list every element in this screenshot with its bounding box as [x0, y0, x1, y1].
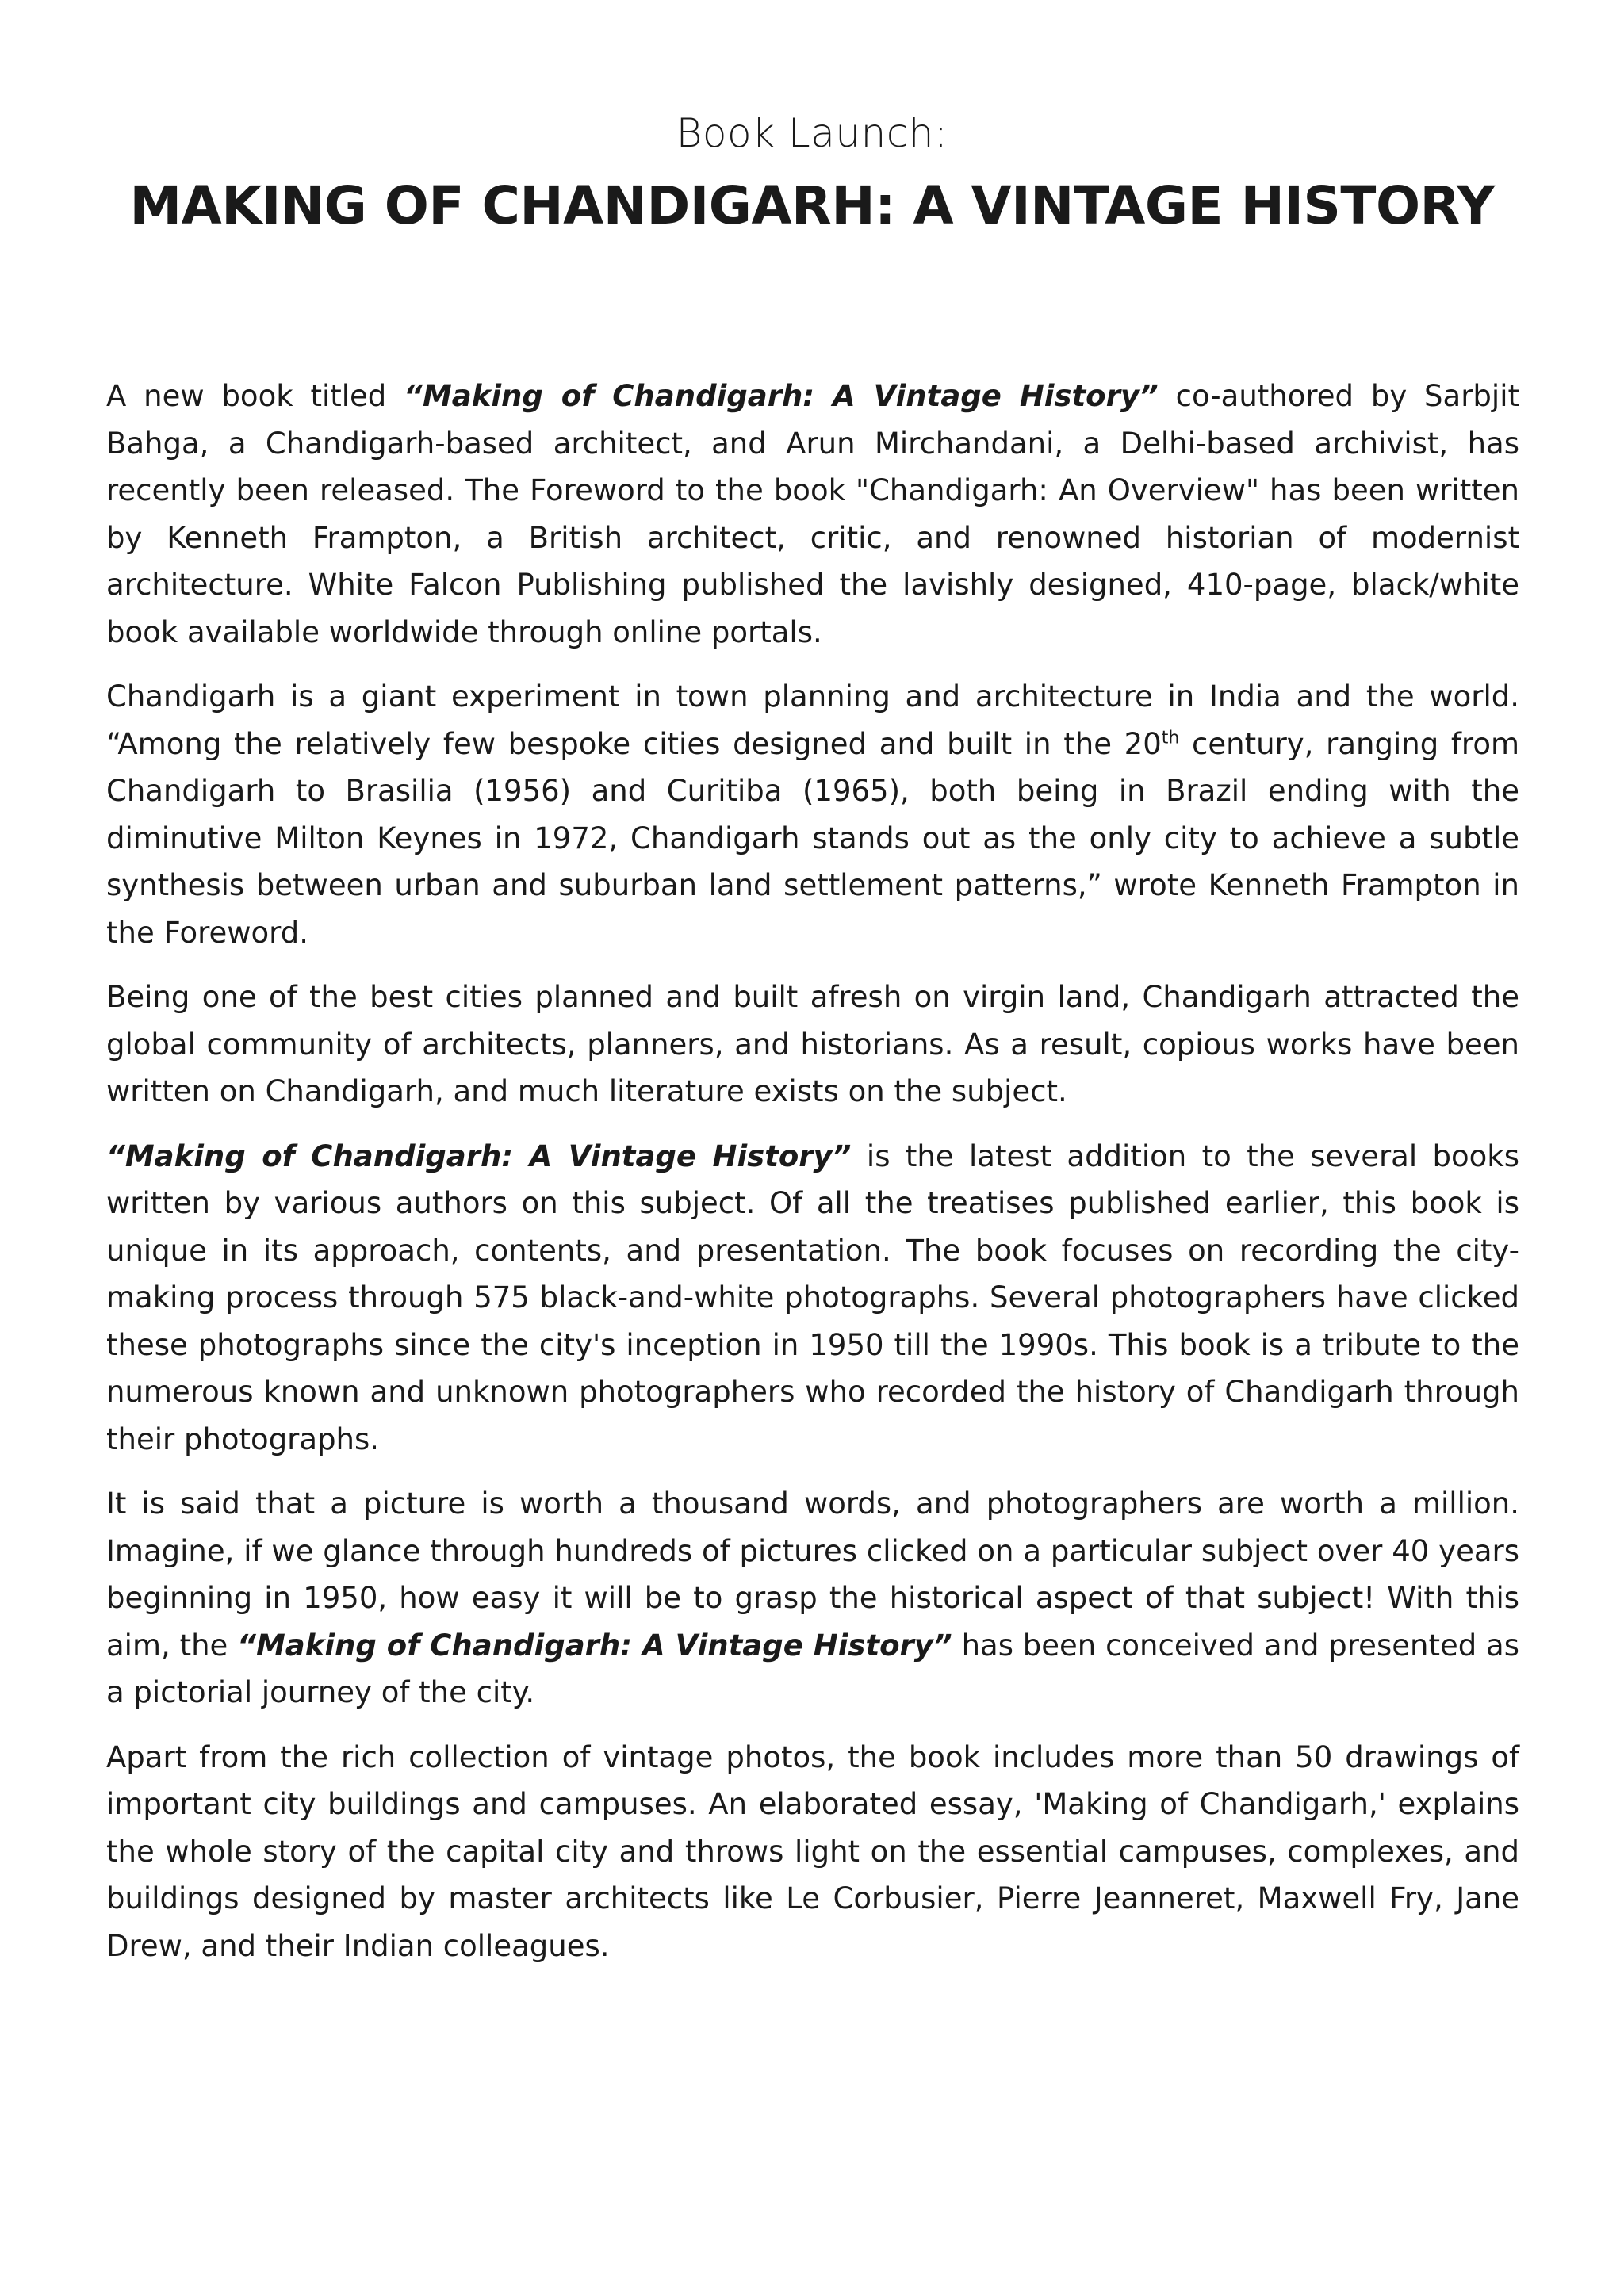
paragraph-4-text: is the latest addition to the several books written by various authors on this subject. Of all the treatises published earlier, this book is unique in its approach, contents, and presentation. The book focuses on recording the city-making process through 575 black-and-white photographs. Several photographers have clicked these photographs since the city's inception in 1950 till the 1990s. This book is a tribute to the numerous known and unknown photographers who recorded the history of Chandigarh through their photographs. [106, 1138, 1519, 1456]
paragraph-3-text: Being one of the best cities planned and built afresh on virgin land, Chandigarh attracted the global community of architects, planners, and historians. As a result, copious works have been written on Chandigarh, and much literature exists on the subject. [106, 980, 1519, 1108]
paragraph-2-text: century, ranging from Chandigarh to Brasilia (1956) and Curitiba (1965), both being in Brazil ending with the diminutive Milton Keynes in 1972, Chandigarh stands out as the only city to achieve a subtle synthesis between urban and suburban land settlement patterns,” wrote Kenneth Frampton in the Foreword. [106, 726, 1519, 950]
book-title-emphasis: “Making of Chandigarh: A Vintage History” [404, 379, 1159, 413]
article-body [106, 373, 1519, 1987]
page-kicker: Book Launch: [676, 110, 948, 156]
paragraph-6 [106, 1734, 1519, 1970]
paragraph-2 [106, 673, 1519, 956]
ordinal-superscript: th [1161, 728, 1180, 748]
paragraph-2-intro: Chandigarh is a giant experiment in town planning and architecture in India and the world. “Among the relatively few bespoke cities designed and built in the 20 [106, 679, 1519, 761]
paragraph-5 [106, 1480, 1519, 1716]
paragraph-5-intro: It is said that a picture is worth a thousand words, and photographers are worth a million. Imagine, if we glance through hundreds of pictures clicked on a particular subject over 40 years beginning in 1950, how easy it will be to grasp the historical aspect of that subject! With this aim, the [106, 1487, 1519, 1663]
paragraph-1-intro: A new book titled [106, 379, 404, 413]
book-title-emphasis: “Making of Chandigarh: A Vintage History” [237, 1628, 952, 1663]
paragraph-6-text: Apart from the rich collection of vintage photos, the book includes more than 50 drawings of important city buildings and campuses. An elaborated essay, 'Making of Chandigarh,' explains the whole story of the capital city and throws light on the essential campuses, complexes, and buildings designed by master architects like Le Corbusier, Pierre Jeanneret, Maxwell Fry, Jane Drew, and their Indian colleagues. [106, 1739, 1519, 1963]
page-title: MAKING OF CHANDIGARH: A VINTAGE HISTORY [129, 175, 1495, 236]
paragraph-3 [106, 974, 1519, 1115]
paragraph-1-text: co-authored by Sarbjit Bahga, a Chandigarh-based architect, and Arun Mirchandani, a Delhi-based archivist, has recently been released. The Foreword to the book "Chandigarh: An Overview" has been written by Kenneth Frampton, a British architect, critic, and renowned historian of modernist architecture. White Falcon Publishing published the lavishly designed, 410-page, black/white book available worldwide through online portals. [106, 379, 1519, 649]
book-title-emphasis: “Making of Chandigarh: A Vintage History” [106, 1138, 852, 1173]
paragraph-5-text: has been conceived and presented as a pictorial journey of the city. [106, 1628, 1519, 1709]
paragraph-4 [106, 1133, 1519, 1464]
paragraph-1 [106, 373, 1519, 656]
